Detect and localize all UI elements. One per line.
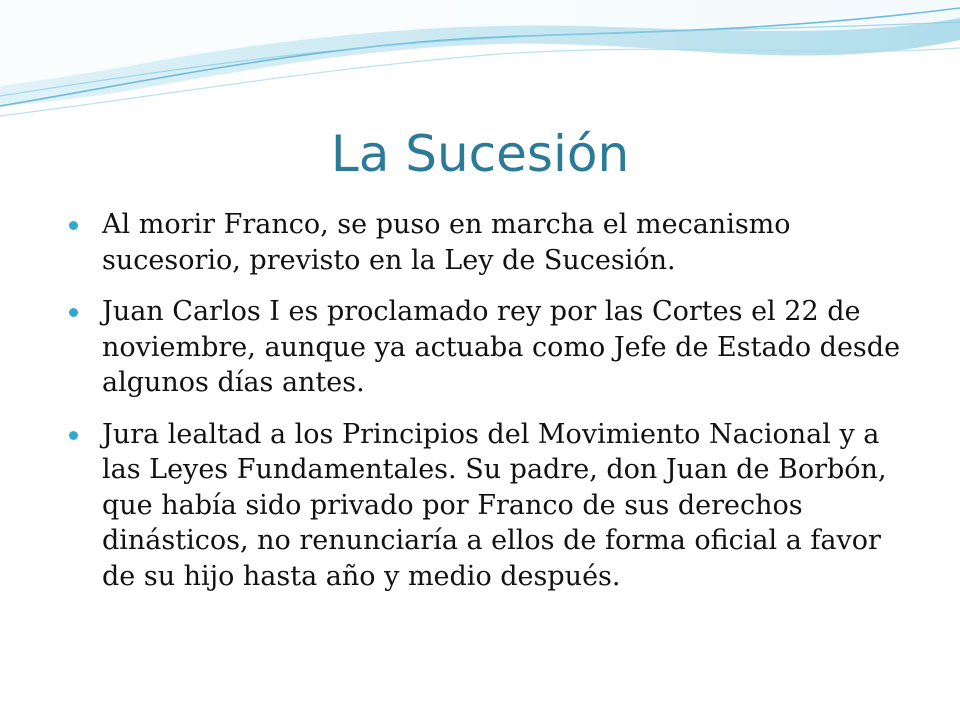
bullet-item — [60, 417, 920, 595]
bullet-dot-icon — [69, 431, 78, 440]
bullet-text: Al morir Franco, se puso en marcha el mecanismo sucesorio, previsto en la Ley de Sucesión. — [102, 209, 791, 276]
slide-title: La Sucesión — [330, 125, 630, 183]
bullet-item — [60, 207, 920, 278]
bullet-item — [60, 294, 920, 401]
bullet-text: Jura lealtad a los Principios del Movimiento Nacional y a las Leyes Fundamentales. Su padre, don Juan de Borbón, que había sido privado por Franco de sus derechos dinásticos, no renunciaría a ellos de forma oficial a favor de su hijo hasta año y medio después. — [102, 418, 887, 592]
bullet-dot-icon — [69, 308, 78, 317]
bullet-dot-icon — [69, 221, 78, 230]
wave-header-decoration — [0, 0, 960, 130]
bullet-list — [60, 207, 920, 610]
bullet-text: Juan Carlos I es proclamado rey por las Cortes el 22 de noviembre, aunque ya actuaba como Jefe de Estado desde algunos días antes. — [102, 296, 901, 398]
